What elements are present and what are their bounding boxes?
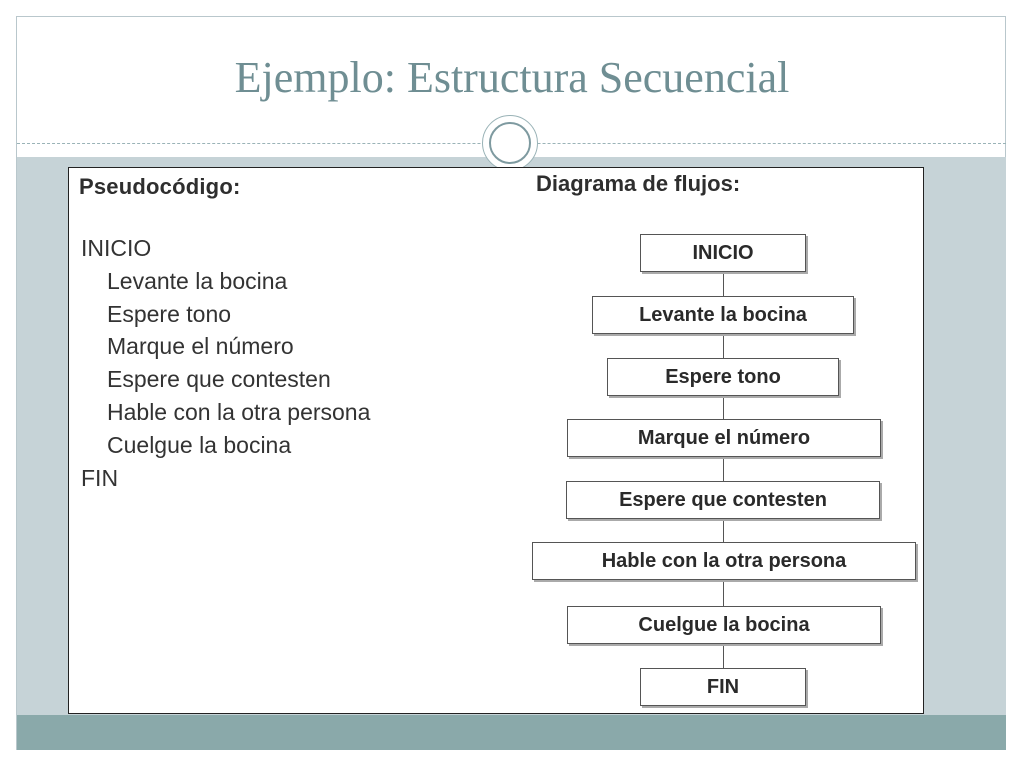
- flowchart-step: Cuelgue la bocina: [567, 606, 881, 644]
- circle-ornament-icon: [482, 115, 538, 171]
- flowchart-step: Hable con la otra persona: [532, 542, 916, 580]
- pseudocode-line: Marque el número: [107, 333, 294, 360]
- pseudocode-line: Cuelgue la bocina: [107, 431, 292, 458]
- pseudocode-line: Espere tono: [107, 300, 232, 327]
- flowchart-step: Marque el número: [567, 419, 881, 457]
- footer-band: [17, 715, 1006, 750]
- pseudocode-line: INICIO: [81, 235, 152, 261]
- flowchart-step-start: INICIO: [640, 234, 806, 272]
- flowchart-step: Levante la bocina: [592, 296, 854, 334]
- pseudocode-line: FIN: [81, 464, 119, 491]
- flowchart-heading: Diagrama de flujos:: [536, 171, 741, 196]
- flowchart-step-end: FIN: [640, 668, 806, 706]
- flowchart-step: Espere que contesten: [566, 481, 880, 519]
- pseudocode-list: [81, 232, 370, 494]
- pseudocode-line: Hable con la otra persona: [107, 398, 371, 425]
- pseudocode-heading: Pseudocódigo:: [79, 174, 241, 199]
- diagram-figure: [68, 167, 924, 714]
- slide-title: Ejemplo: Estructura Secuencial: [234, 53, 790, 102]
- pseudocode-line: Levante la bocina: [107, 267, 288, 294]
- pseudocode-line: Espere que contesten: [107, 366, 331, 393]
- flowchart-step: Espere tono: [607, 358, 839, 396]
- circle-ornament-inner: [489, 122, 531, 164]
